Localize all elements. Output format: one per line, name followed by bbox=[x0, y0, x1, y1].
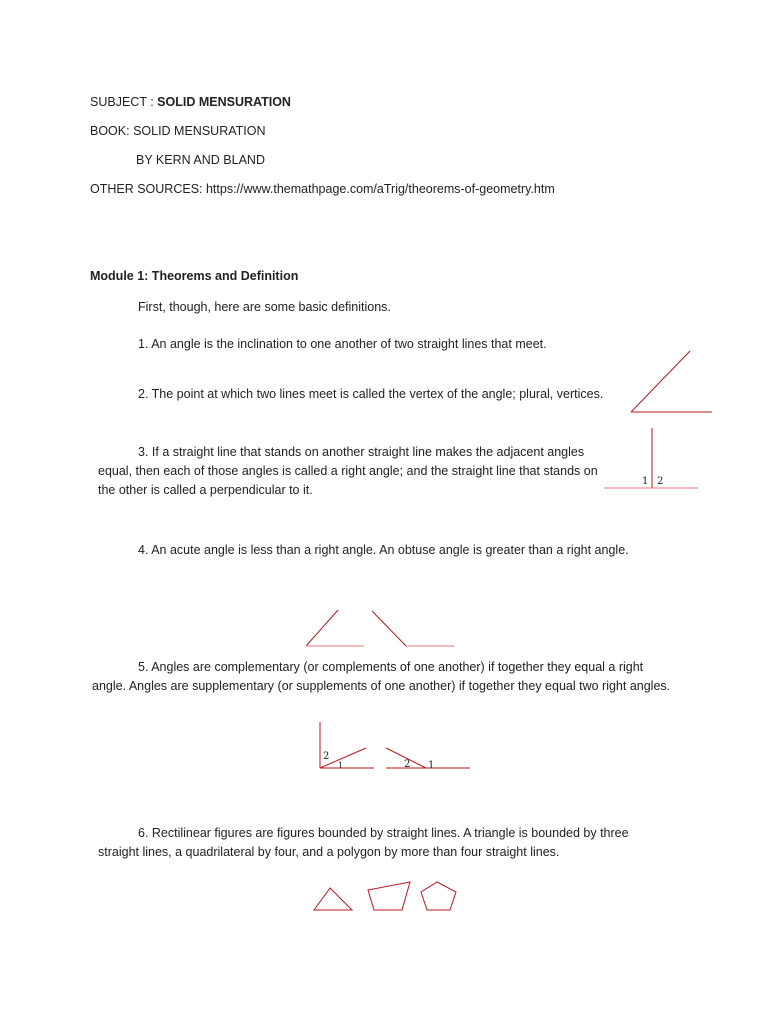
acute-obtuse-figure bbox=[300, 606, 460, 650]
subject-value: SOLID MENSURATION bbox=[157, 95, 291, 109]
authors-line: BY KERN AND BLAND bbox=[136, 153, 265, 167]
complementary-supplementary-figure bbox=[314, 718, 474, 772]
triangle-shape bbox=[314, 888, 352, 910]
angle-label-2: 2 bbox=[657, 476, 664, 487]
definition-item-1: 1. An angle is the inclination to one another of two straight lines that meet. bbox=[138, 337, 547, 351]
definition-item-6: 6. Rectilinear figures are figures bounded by straight lines. A triangle is bounded by three straight lines, a quadrilateral by four, and a polygon by more than four straight lines. bbox=[98, 826, 629, 859]
other-sources-line: OTHER SOURCES: https://www.themathpage.com/aTrig/theorems-of-geometry.htm bbox=[90, 182, 555, 196]
complementary-label-2: 2 bbox=[323, 751, 330, 762]
book-line: BOOK: SOLID MENSURATION bbox=[90, 124, 266, 138]
angle-ray bbox=[631, 351, 690, 412]
angle-figure bbox=[628, 348, 714, 416]
definition-item-5: 5. Angles are complementary (or complements of one another) if together they equal a right angle. Angles are supplementary (or supplements of one another) if together they equal two right angles. bbox=[92, 660, 671, 693]
module-title: Module 1: Theorems and Definition bbox=[90, 269, 299, 283]
pentagon-shape bbox=[421, 882, 456, 910]
definition-item-3: 3. If a straight line that stands on another straight line makes the adjacent angles equal, then each of those angles is called a right angle; and the straight line that stands on the other is called a perpendicular to it. bbox=[98, 445, 598, 497]
supplementary-label-1: 1 bbox=[428, 760, 435, 771]
complementary-label-1: 1 bbox=[338, 761, 344, 770]
definition-item-2: 2. The point at which two lines meet is called the vertex of the angle; plural, vertices. bbox=[138, 387, 604, 401]
angle-label-1: 1 bbox=[642, 476, 649, 487]
definition-item-4: 4. An acute angle is less than a right angle. An obtuse angle is greater than a right angle. bbox=[138, 543, 629, 557]
quadrilateral-shape bbox=[368, 882, 410, 910]
subject-line bbox=[90, 94, 291, 110]
module-intro: First, though, here are some basic definitions. bbox=[138, 300, 391, 314]
perpendicular-figure bbox=[602, 426, 702, 492]
subject-label: SUBJECT : bbox=[90, 95, 154, 109]
polygons-figure bbox=[310, 880, 460, 914]
obtuse-ray bbox=[372, 611, 406, 646]
acute-ray bbox=[306, 610, 338, 646]
supplementary-label-2: 2 bbox=[404, 759, 411, 770]
